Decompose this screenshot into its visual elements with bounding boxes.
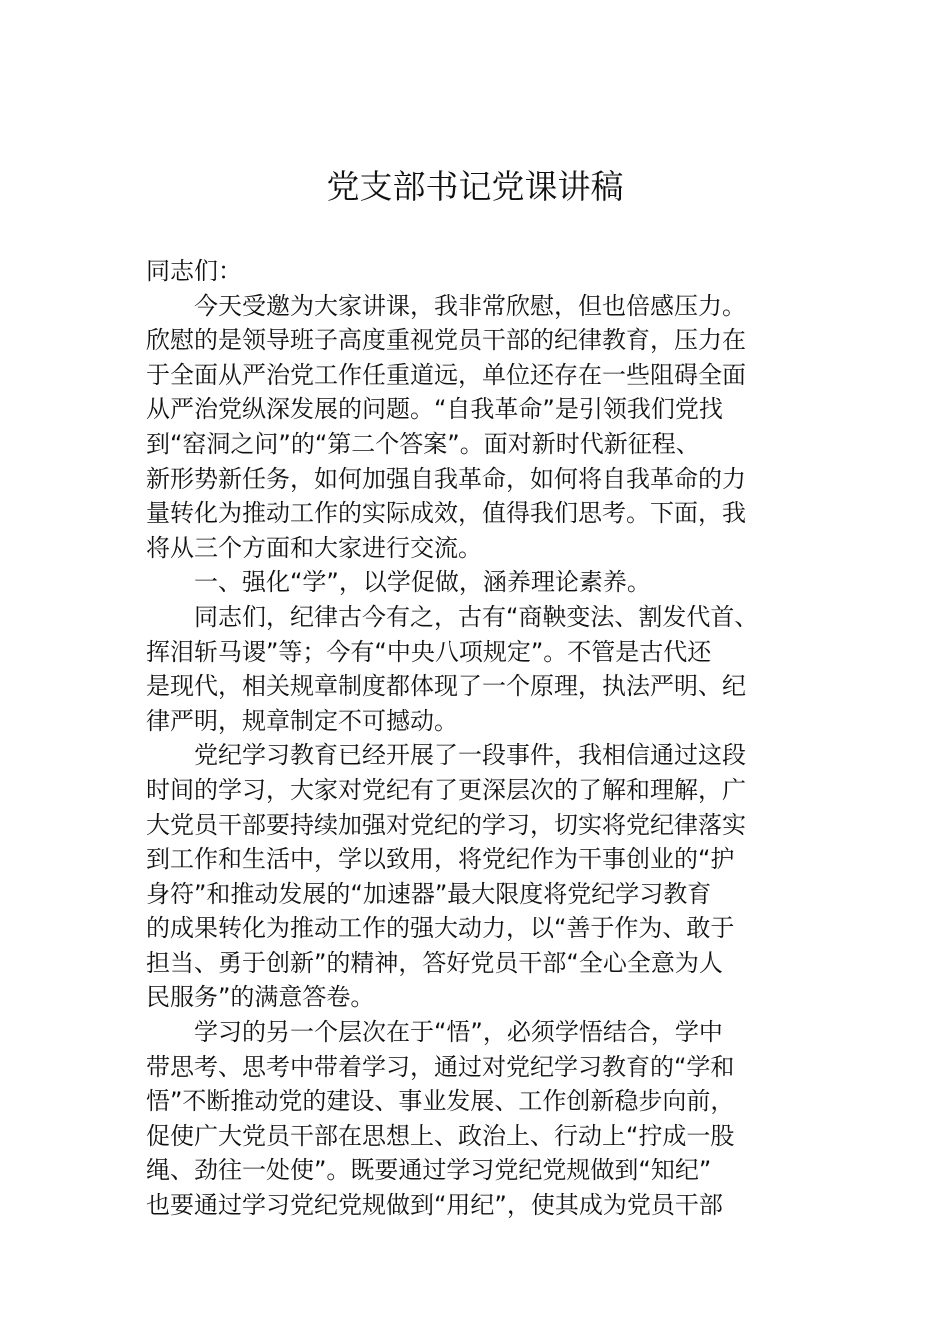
body-line: 是现代，相关规章制度都体现了一个原理，执法严明、纪 bbox=[146, 672, 746, 701]
body-line: 于全面从严治党工作任重道远，单位还存在一些阻碍全面 bbox=[146, 360, 746, 389]
body-line: 今天受邀为大家讲课，我非常欣慰，但也倍感压力。 bbox=[194, 291, 746, 320]
body-line: 绳、劲往一处使”。既要通过学习党纪党规做到“知纪” bbox=[146, 1156, 712, 1185]
body-line: 同志们，纪律古今有之，古有“商鞅变法、割发代首、 bbox=[194, 602, 759, 631]
body-line: 从严治党纵深发展的问题。“自我革命”是引领我们党找 bbox=[146, 395, 723, 424]
salutation-line: 同志们： bbox=[146, 257, 242, 285]
body-line: 身符”和推动发展的“加速器”最大限度将党纪学习教育 bbox=[146, 879, 712, 908]
body-line: 也要通过学习党纪党规做到“用纪”，使其成为党员干部 bbox=[146, 1191, 723, 1220]
body-line: 民服务”的满意答卷。 bbox=[146, 983, 375, 1012]
body-line: 学习的另一个层次在于“悟”，必须学悟结合，学中 bbox=[194, 1018, 723, 1047]
body-line: 欣慰的是领导班子高度重视党员干部的纪律教育，压力在 bbox=[146, 326, 746, 355]
body-line: 挥泪斩马谡”等；今有“中央八项规定”。不管是古代还 bbox=[146, 637, 712, 666]
body-line: 带思考、思考中带着学习，通过对党纪学习教育的“学和 bbox=[146, 1052, 735, 1081]
body-line: 到工作和生活中，学以致用，将党纪作为干事创业的“护 bbox=[146, 845, 735, 874]
document-body bbox=[146, 254, 818, 1223]
body-line: 的成果转化为推动工作的强大动力，以“善于作为、敢于 bbox=[146, 914, 735, 943]
body-line: 到“窑洞之问”的“第二个答案”。面对新时代新征程、 bbox=[146, 429, 700, 458]
document-title: 党支部书记党课讲稿 bbox=[326, 167, 624, 206]
body-line: 悟”不断推动党的建设、事业发展、工作创新稳步向前， bbox=[146, 1087, 735, 1116]
body-line: 大党员干部要持续加强对党纪的学习，切实将党纪律落实 bbox=[146, 810, 746, 839]
section-heading-1: 一、强化“学”，以学促做，涵养理论素养。 bbox=[194, 568, 651, 597]
body-line: 量转化为推动工作的实际成效，值得我们思考。下面，我 bbox=[146, 499, 746, 528]
body-line: 促使广大党员干部在思想上、政治上、行动上“拧成一股 bbox=[146, 1121, 735, 1150]
body-line: 将从三个方面和大家进行交流。 bbox=[146, 533, 482, 562]
body-line: 党纪学习教育已经开展了一段事件，我相信通过这段 bbox=[194, 741, 746, 770]
body-line: 时间的学习，大家对党纪有了更深层次的了解和理解，广 bbox=[146, 775, 746, 804]
body-line: 新形势新任务，如何加强自我革命，如何将自我革命的力 bbox=[146, 464, 746, 493]
body-line: 担当、勇于创新”的精神，答好党员干部“全心全意为人 bbox=[146, 948, 723, 977]
body-line: 律严明，规章制定不可撼动。 bbox=[146, 706, 458, 735]
